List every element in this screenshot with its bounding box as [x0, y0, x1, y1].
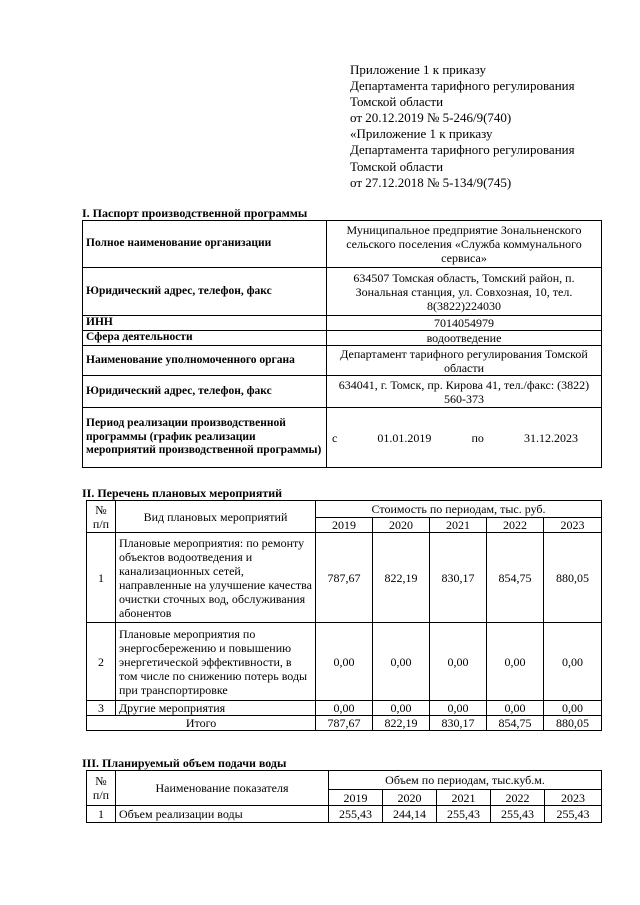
passport-table: [82, 220, 602, 468]
table-row: [87, 806, 602, 823]
row-num: 1: [87, 806, 116, 823]
header-year: 2021: [437, 790, 491, 806]
header-name: Вид плановых мероприятий: [116, 501, 316, 533]
appendix-line: Томской области: [350, 158, 444, 174]
header-year: 2020: [373, 518, 430, 533]
row-value: 255,43: [545, 806, 602, 823]
header-year: 2019: [329, 790, 383, 806]
row-value: 255,43: [437, 806, 491, 823]
row-value: 0,00: [373, 623, 430, 701]
table-row: [87, 533, 602, 623]
appendix-line: «Приложение 1 к приказу: [350, 126, 493, 142]
appendix-line: от 27.12.2018 № 5-134/9(745): [350, 174, 512, 190]
appendix-line: Томской области: [350, 94, 444, 110]
row-value: 634041, г. Томск, пр. Кирова 41, тел./факс: (3822) 560-373: [327, 376, 602, 408]
header-num: № п/п: [87, 501, 116, 533]
row-value: 244,14: [383, 806, 437, 823]
row-label: Полное наименование организации: [83, 221, 327, 268]
total-row: [87, 716, 602, 731]
row-value: 7014054979: [327, 316, 602, 331]
appendix-line: Департамента тарифного регулирования: [350, 142, 575, 158]
row-value: 634507 Томская область, Томский район, п. Зональная станция, ул. Совхозная, 10, тел. 8(3822)224030: [327, 268, 602, 316]
row-value: 0,00: [487, 701, 544, 716]
total-value: 822,19: [373, 716, 430, 731]
row-value: 787,67: [316, 533, 373, 623]
table-row: [83, 268, 602, 316]
volume-table: [86, 770, 602, 823]
section-2-title: II. Перечень плановых мероприятий: [82, 486, 283, 500]
table-row: [87, 623, 602, 701]
row-label: ИНН: [83, 316, 327, 331]
row-name: Другие мероприятия: [116, 701, 316, 716]
total-label: Итого: [87, 716, 316, 731]
table-header-row: [87, 771, 602, 790]
table-row: [83, 316, 602, 331]
row-value: 0,00: [316, 701, 373, 716]
total-value: 787,67: [316, 716, 373, 731]
measures-table: [86, 500, 602, 731]
row-label: Юридический адрес, телефон, факс: [83, 376, 327, 408]
row-name: Плановые мероприятия по энергосбережению и повышению энергетической эффективности, в том числе по снижению потерь воды при транспортировке: [116, 623, 316, 701]
section-3-title: III. Планируемый объем подачи воды: [82, 756, 287, 770]
table-row: [83, 331, 602, 346]
row-value: 830,17: [430, 533, 487, 623]
header-year: 2020: [383, 790, 437, 806]
row-label: Юридический адрес, телефон, факс: [83, 268, 327, 316]
row-value: 0,00: [544, 701, 602, 716]
table-row: [83, 346, 602, 376]
row-label: Период реализации производственной программы (график реализации мероприятий производственной программы): [83, 408, 327, 468]
total-value: 854,75: [487, 716, 544, 731]
period-cell: [327, 408, 602, 468]
row-num: 1: [87, 533, 116, 623]
row-label: Сфера деятельности: [83, 331, 327, 346]
period-from: 01.01.2019: [377, 430, 432, 445]
header-year: 2023: [544, 518, 602, 533]
period-from-word: с: [332, 430, 338, 445]
row-value: 880,05: [544, 533, 602, 623]
row-value: 0,00: [430, 623, 487, 701]
row-value: 854,75: [487, 533, 544, 623]
table-header-row: [87, 501, 602, 518]
header-name: Наименование показателя: [116, 771, 329, 806]
appendix-line: от 20.12.2019 № 5-246/9(740): [350, 110, 512, 126]
period-to-word: по: [471, 430, 484, 445]
row-value: 0,00: [430, 701, 487, 716]
row-value: 0,00: [487, 623, 544, 701]
section-1-title: I. Паспорт производственной программы: [82, 206, 308, 220]
row-value: водоотведение: [327, 331, 602, 346]
header-year: 2019: [316, 518, 373, 533]
header-year: 2022: [491, 790, 545, 806]
table-row: [83, 376, 602, 408]
row-value: 255,43: [491, 806, 545, 823]
row-name: Плановые мероприятия: по ремонту объектов водоотведения и канализационных сетей, направленные на улучшение качества очистки сточных вод, обслуживания абонентов: [116, 533, 316, 623]
row-value: 0,00: [373, 701, 430, 716]
total-value: 880,05: [544, 716, 602, 731]
appendix-header: [350, 62, 620, 191]
total-value: 830,17: [430, 716, 487, 731]
table-row: [83, 221, 602, 268]
header-year: 2023: [545, 790, 602, 806]
row-value: 0,00: [544, 623, 602, 701]
header-year: 2021: [430, 518, 487, 533]
period-to: 31.12.2023: [523, 430, 578, 445]
table-row: [87, 701, 602, 716]
row-value: Департамент тарифного регулирования Томской области: [327, 346, 602, 376]
header-volume: Объем по периодам, тыс.куб.м.: [329, 771, 602, 790]
header-num: № п/п: [87, 771, 116, 806]
row-value: 822,19: [373, 533, 430, 623]
row-num: 2: [87, 623, 116, 701]
row-value: 0,00: [316, 623, 373, 701]
row-value: 255,43: [329, 806, 383, 823]
row-value: Муниципальное предприятие Зональненского сельского поселения «Служба коммунального сервиса»: [327, 221, 602, 268]
row-label: Наименование уполномоченного органа: [83, 346, 327, 376]
appendix-line: Приложение 1 к приказу: [350, 62, 487, 77]
table-row: [83, 408, 602, 468]
header-year: 2022: [487, 518, 544, 533]
row-num: 3: [87, 701, 116, 716]
row-name: Объем реализации воды: [116, 806, 329, 823]
header-cost: Стоимость по периодам, тыс. руб.: [316, 501, 602, 518]
appendix-line: Департамента тарифного регулирования: [350, 78, 575, 94]
